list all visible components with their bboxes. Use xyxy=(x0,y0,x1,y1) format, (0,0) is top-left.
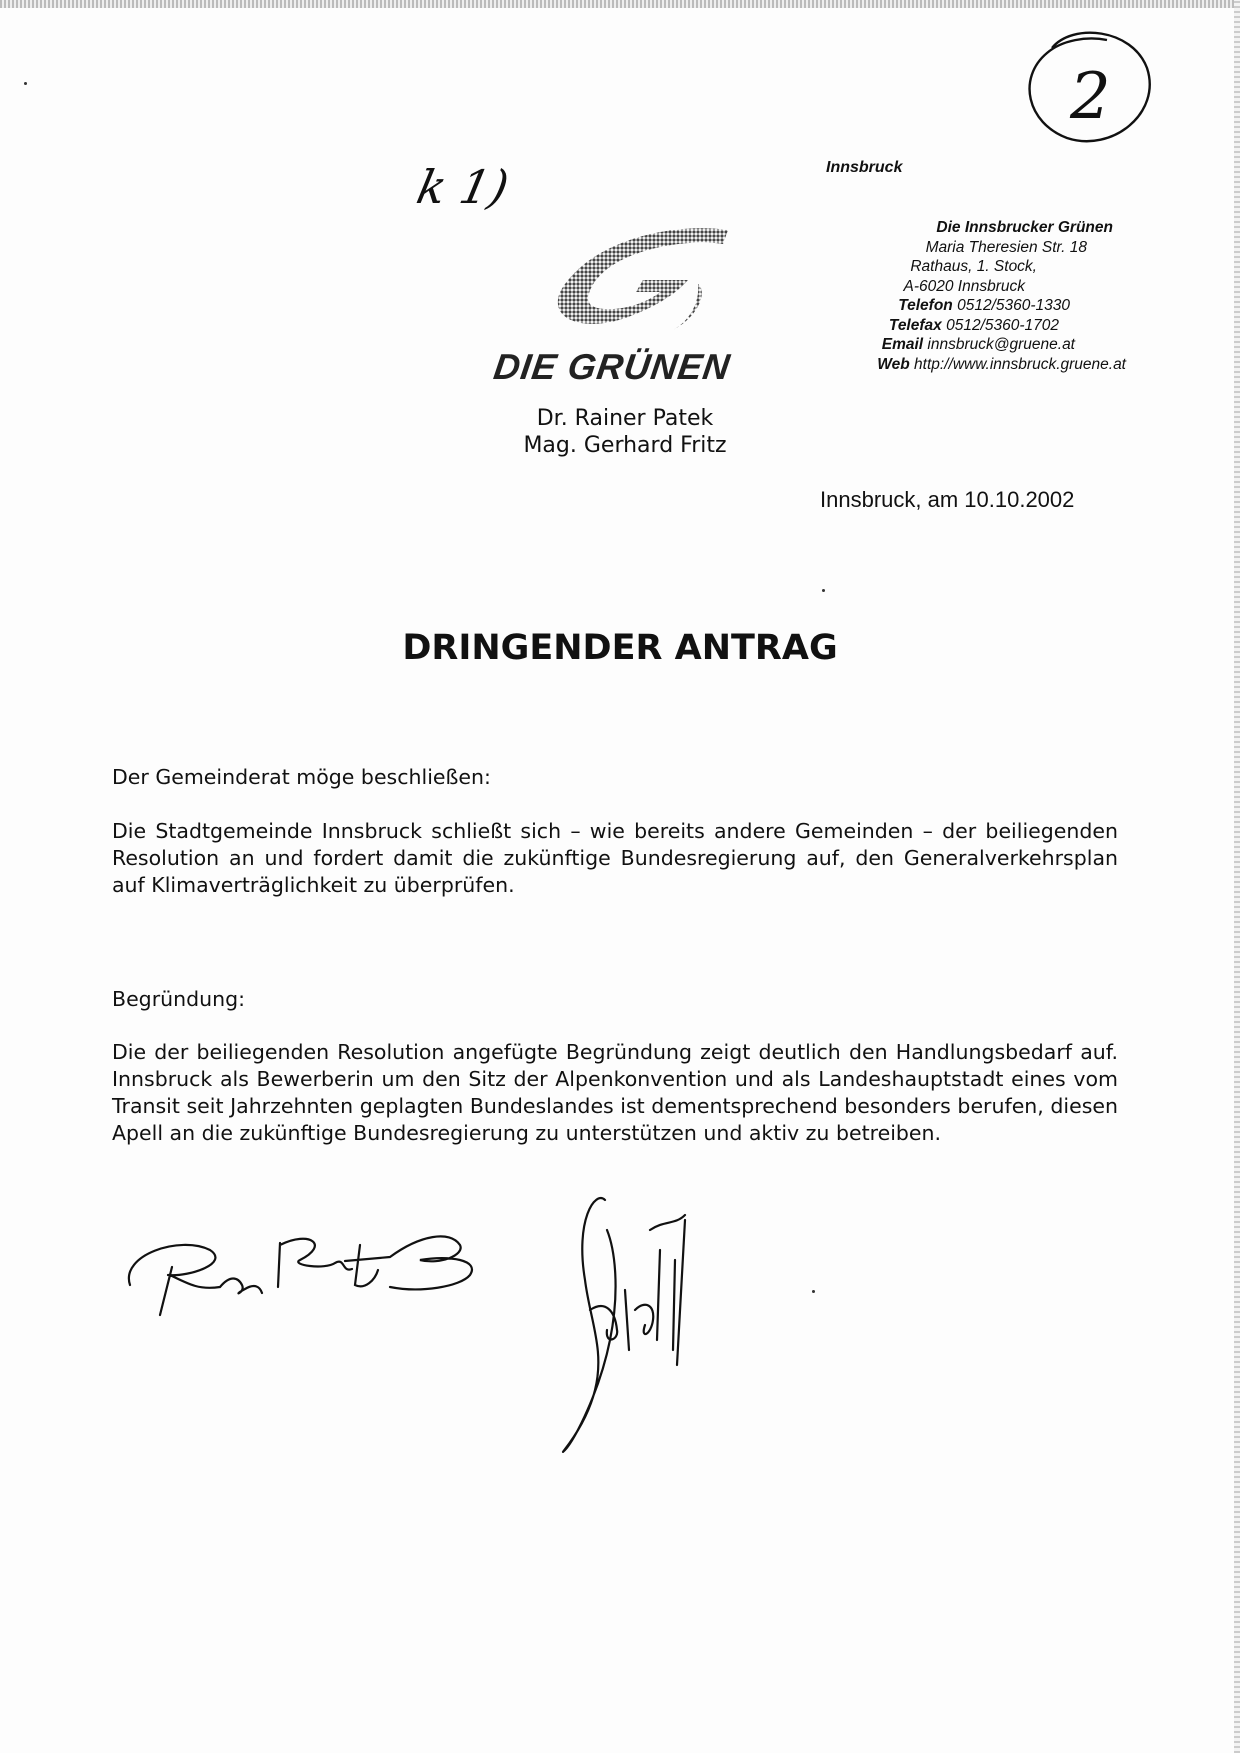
author-name: Dr. Rainer Patek xyxy=(536,406,714,431)
organization-name: Die Innsbrucker Grünen xyxy=(936,219,1113,236)
address-building: Rathaus, 1. Stock, xyxy=(910,258,1037,275)
phone-label: Telefon xyxy=(898,297,953,314)
web-line xyxy=(840,355,1126,375)
email-label: Email xyxy=(881,336,924,353)
scan-speck xyxy=(812,1290,815,1293)
signature-patek xyxy=(120,1215,490,1325)
author-name: Mag. Gerhard Fritz xyxy=(523,433,727,458)
header-city: Innsbruck xyxy=(826,159,903,176)
email-address: innsbruck@gruene.at xyxy=(927,336,1075,353)
email-line xyxy=(840,335,1075,355)
scan-speck xyxy=(24,82,27,85)
gruene-g-logo-icon xyxy=(548,222,738,346)
phone-line xyxy=(840,296,1070,316)
web-address: http://www.innsbruck.gruene.at xyxy=(914,355,1126,373)
circled-page-number xyxy=(1012,18,1162,158)
signature-fritz xyxy=(545,1190,745,1470)
document-title: DRINGENDER ANTRAG xyxy=(402,628,838,668)
sender-address xyxy=(840,218,1140,374)
fax-label: Telefax xyxy=(888,316,942,334)
handwritten-note: k 1) xyxy=(412,160,514,214)
circled-number: 2 xyxy=(1070,60,1111,134)
motion-intro: Der Gemeinderat möge beschließen: xyxy=(112,765,491,789)
address-postal: A-6020 Innsbruck xyxy=(903,277,1025,295)
reasoning-heading: Begründung: xyxy=(112,987,246,1011)
logo-wordmark: DIE GRÜNEN xyxy=(491,346,733,387)
fax-number: 0512/5360-1702 xyxy=(946,316,1059,334)
reasoning-text: Die der beiliegenden Resolution angefügte Begründung zeigt deutlich den Handlungsbedarf auf. Innsbruck als Bewerberin um den Sitz der Alpenkonvention und als Landeshauptstadt eines vom Transit seit Jahrzehnten geplagten Bundeslandes ist dementsprechend besonders berufen, diesen Apell an die zukünftige Bundesregierung zu unterstützen und aktiv zu betreiben. xyxy=(112,1040,1118,1145)
date-line: Innsbruck, am 10.10.2002 xyxy=(820,487,1075,512)
phone-number: 0512/5360-1330 xyxy=(957,297,1070,314)
authors-block xyxy=(500,405,750,459)
fax-line xyxy=(840,316,1059,336)
motion-text: Die Stadtgemeinde Innsbruck schließt sich – wie bereits andere Gemeinden – der beiliegenden Resolution an und fordert damit die zukünftige Bundesregierung auf, den Generalverkehrsplan auf Klimaverträglichkeit zu überprüfen. xyxy=(112,819,1118,897)
scan-right-border xyxy=(1234,0,1240,1753)
scan-top-border xyxy=(0,0,1240,8)
web-label: Web xyxy=(877,355,910,373)
address-street: Maria Theresien Str. 18 xyxy=(925,238,1087,256)
scan-speck xyxy=(822,589,825,592)
